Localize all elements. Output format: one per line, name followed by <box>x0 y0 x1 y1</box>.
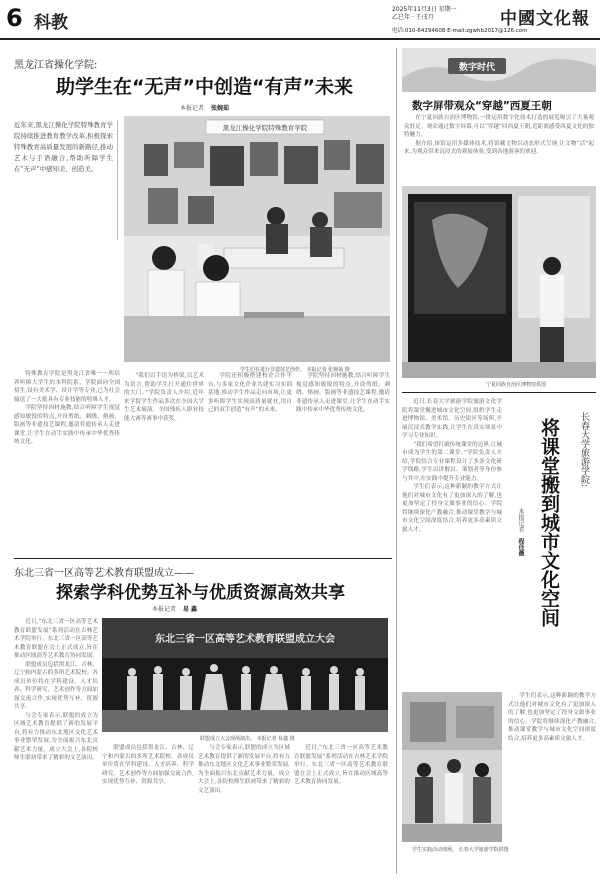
issue-date-solar: 2025年11月3日 星期一 <box>392 6 457 13</box>
article2-photo <box>102 618 388 732</box>
article3-paragraph-2: 据介绍,该馆运用多媒体技术,将馆藏文物以动态形式呈现,让文物“活”起来,为观众带来沉浸式的观展体验,受到各地游客的欢迎。 <box>404 140 594 155</box>
column-tag: 数字时代 <box>458 63 496 73</box>
byline-author: 张婉茹 <box>210 105 229 112</box>
article4-byline <box>516 508 525 556</box>
article2-paragraph-2-cont: 联盟成员包括黑龙江、吉林、辽宁和内蒙古的多所艺术院校。各成员单位将在学科建设、人才培养、科学研究、艺术创作等方面加强交流合作,实现优势互补、资源共享。 <box>102 745 194 785</box>
column-divider <box>396 48 397 874</box>
article3-column-banner <box>402 48 596 92</box>
byline-label: 本报记者 <box>152 606 177 613</box>
article4-paragraph-1: 近日,长春大学旅游学院旅游文化学院将课堂搬进城市文化空间,组织学生走进博物馆、美术馆、历史街区等场所,开展沉浸式教学实践,让学生在真实场景中学习专业知识。 <box>402 399 502 439</box>
article1-paragraph-4: 学院还积极搭建校企合作平台,与多家文化企业共建实习实训基地,推动学生作品走向市场,让更多听障学生实现高质量就业,用自己的双手创造“有声”的未来。 <box>208 373 292 413</box>
article1-lead-box <box>14 120 118 240</box>
article1-kicker: 黑龙江省操化学院: <box>14 60 98 71</box>
museum-photo <box>402 186 596 378</box>
article1-photo-caption: 学生们在进行非遗技艺创作。 本报记者 张婉茹 摄 <box>240 367 350 373</box>
article3-photo-caption: 宁夏回族自治区博物馆供图 <box>486 382 547 388</box>
article2-photo-caption: 联盟成立大会现场演出。 本报记者 易鑫 摄 <box>200 736 295 742</box>
banner-graphic <box>402 48 596 92</box>
article1-paragraph-3: “我们以手语为桥梁,以艺术为语言,帮助学生打开通往世界的大门。”学院负责人介绍,近年来学院学生作品多次在全国大学生艺术展演、全国残疾人职业技能大赛等赛事中获奖。 <box>124 373 204 422</box>
article1-title: 助学生在“无声”中创造“有声”未来 <box>56 76 353 98</box>
article2-byline <box>152 604 197 613</box>
article4-title: 将课堂搬到城市文化空间 <box>538 418 560 627</box>
right-divider <box>402 392 596 393</box>
page-number: 6 <box>6 4 23 32</box>
field-trip-photo <box>402 692 502 842</box>
article1-paragraph-1: 特殊教育学院是黑龙江省唯一一所培养听障大学生的本科院系。学院面向全国招生,设有美术学、设计学等专业,已为社会输送了一大批具有专业技能的特殊人才。 <box>14 371 120 403</box>
article3-photo <box>402 186 596 378</box>
article3-title: 数字屏带观众“穿越”西夏王朝 <box>412 100 552 112</box>
article3-paragraph-1: 在宁夏回族自治区博物馆,一批运用数字化技术打造的展览吸引了大量观众驻足。观众通过数字屏幕,可以“穿越”回西夏王朝,近距离感受西夏文化的独特魅力。 <box>404 115 594 138</box>
article2-body-col3 <box>198 744 290 870</box>
byline-label: 本报记者 <box>180 105 205 112</box>
article1-body-col3 <box>208 372 292 554</box>
article3-body <box>404 114 594 180</box>
article4-body-col2 <box>508 692 596 820</box>
article2-paragraph-3: 与会专家表示,联盟的成立为区域艺术教育提供了新的发展平台,将有力推动东北地区文化艺术事业繁荣发展,为全面振兴东北贡献艺术力量。成立大会上,各院校师生联袂带来了精彩的文艺演出。 <box>14 712 98 761</box>
article1-paragraph-2: 学院坚持因材施教,结合听障学生视觉感知敏锐的特点,开设剪纸、刺绣、烙画、版画等非遗技艺课程,邀请非遗传承人走进课堂,让学生在动手实践中传承中华优秀传统文化。 <box>14 405 120 445</box>
article4-paragraph-3-cont: 学生们表示,这种新颖的教学方式让他们对城市文化有了更加深入的了解,也更加坚定了投身文旅事业的信心。学院将继续深化产教融合,推动课堂教学与城市文化空间深度结合,培养更多高素质文旅人才。 <box>508 693 596 742</box>
article1-byline <box>180 103 229 112</box>
article2-body-col2 <box>102 744 194 870</box>
article4-header-block <box>508 408 596 688</box>
issue-date <box>392 6 457 22</box>
article4-photo-caption: 学生实践活动现场。 长春大学旅游学院供图 <box>412 847 509 853</box>
article4-photo <box>402 692 502 842</box>
article1-paragraph-2-cont: 学院坚持因材施教,结合听障学生视觉感知敏锐的特点,开设剪纸、刺绣、烙画、版画等非遗技艺课程,邀请非遗传承人走进课堂,让学生在动手实践中传承中华优秀传统文化。 <box>296 373 390 413</box>
article1-lead: 近年来,黑龙江操化学院特殊教育学院持续推进教育教学改革,积极探索特殊教育高质量发展的新路径,推动艺术与手语融合,帮助听障学生在“无声”中感知美、创造美。 <box>14 121 113 173</box>
page-header <box>0 0 600 40</box>
masthead: 中國文化報 <box>500 9 590 29</box>
article2-paragraph-2: 联盟成员包括黑龙江、吉林、辽宁和内蒙古的多所艺术院校。各成员单位将在学科建设、人才培养、科学研究、艺术创作等方面加强交流合作,实现优势互补、资源共享。 <box>14 661 98 710</box>
article2-paragraph-3-cont: 与会专家表示,联盟的成立为区域艺术教育提供了新的发展平台,将有力推动东北地区文化艺术事业繁荣发展,为全面振兴东北贡献艺术力量。成立大会上,各院校师生联袂带来了精彩的文艺演出。 <box>198 745 290 794</box>
article1-body-col2 <box>124 372 204 554</box>
byline-author: 易 鑫 <box>182 606 198 613</box>
article1-photo <box>124 116 390 362</box>
article2-body-col4 <box>294 744 388 870</box>
stage-photo <box>102 618 388 732</box>
photo-signboard: 黑龙江操化学院特殊教育学院 <box>222 124 308 132</box>
article2-paragraph-1: 近日,“东北三省一区高等艺术教育联盟发展”系列活动在吉林艺术学院举行。东北三省一区高等艺术教育联盟在会上正式成立,旨在推动区域高等艺术教育协同发展。 <box>14 619 98 659</box>
stage-banner: 东北三省一区高等艺术教育联盟成立大会 <box>155 634 335 645</box>
article2-title: 探索学科优势互补与优质资源高效共享 <box>56 583 345 603</box>
article4-paragraph-2: “我们希望打破传统课堂的边界,让城市成为学生的第二课堂。”学院负责人介绍,学院结合专业课程设计了多条文化研学线路,学生以讲解员、策划者等身份参与其中,在实践中提升专业能力。 <box>402 441 502 482</box>
byline-author: 程佳薇 <box>517 537 524 556</box>
article1-body-col4 <box>296 372 390 554</box>
article2-paragraph-1-cont: 近日,“东北三省一区高等艺术教育联盟发展”系列活动在吉林艺术学院举行。东北三省一区高等艺术教育联盟在会上正式成立,旨在推动区域高等艺术教育协同发展。 <box>294 745 388 785</box>
article2-body-col1 <box>14 618 98 870</box>
classroom-photo <box>124 116 390 362</box>
issue-date-lunar: 乙巳年 · 壬戌月 <box>392 14 434 21</box>
article2-kicker: 东北三省一区高等艺术教育联盟成立—— <box>14 568 194 579</box>
article-divider <box>14 558 392 559</box>
byline-label: 本报记者 <box>517 508 524 532</box>
article4-paragraph-3: 学生们表示,这种新颖的教学方式让他们对城市文化有了更加深入的了解,也更加坚定了投身文旅事业的信心。学院将继续深化产教融合,推动课堂教学与城市文化空间深度结合,培养更多高素质文旅人才。 <box>402 484 502 533</box>
section-name: 科教 <box>34 13 68 33</box>
article4-kicker: 长春大学旅游学院: <box>579 412 589 488</box>
article1-body-col1 <box>14 370 120 554</box>
contact-line: 电话:010-64294608 E-mail:zgwhb2017@126.com <box>392 28 528 34</box>
article4-body-col1 <box>402 398 502 686</box>
